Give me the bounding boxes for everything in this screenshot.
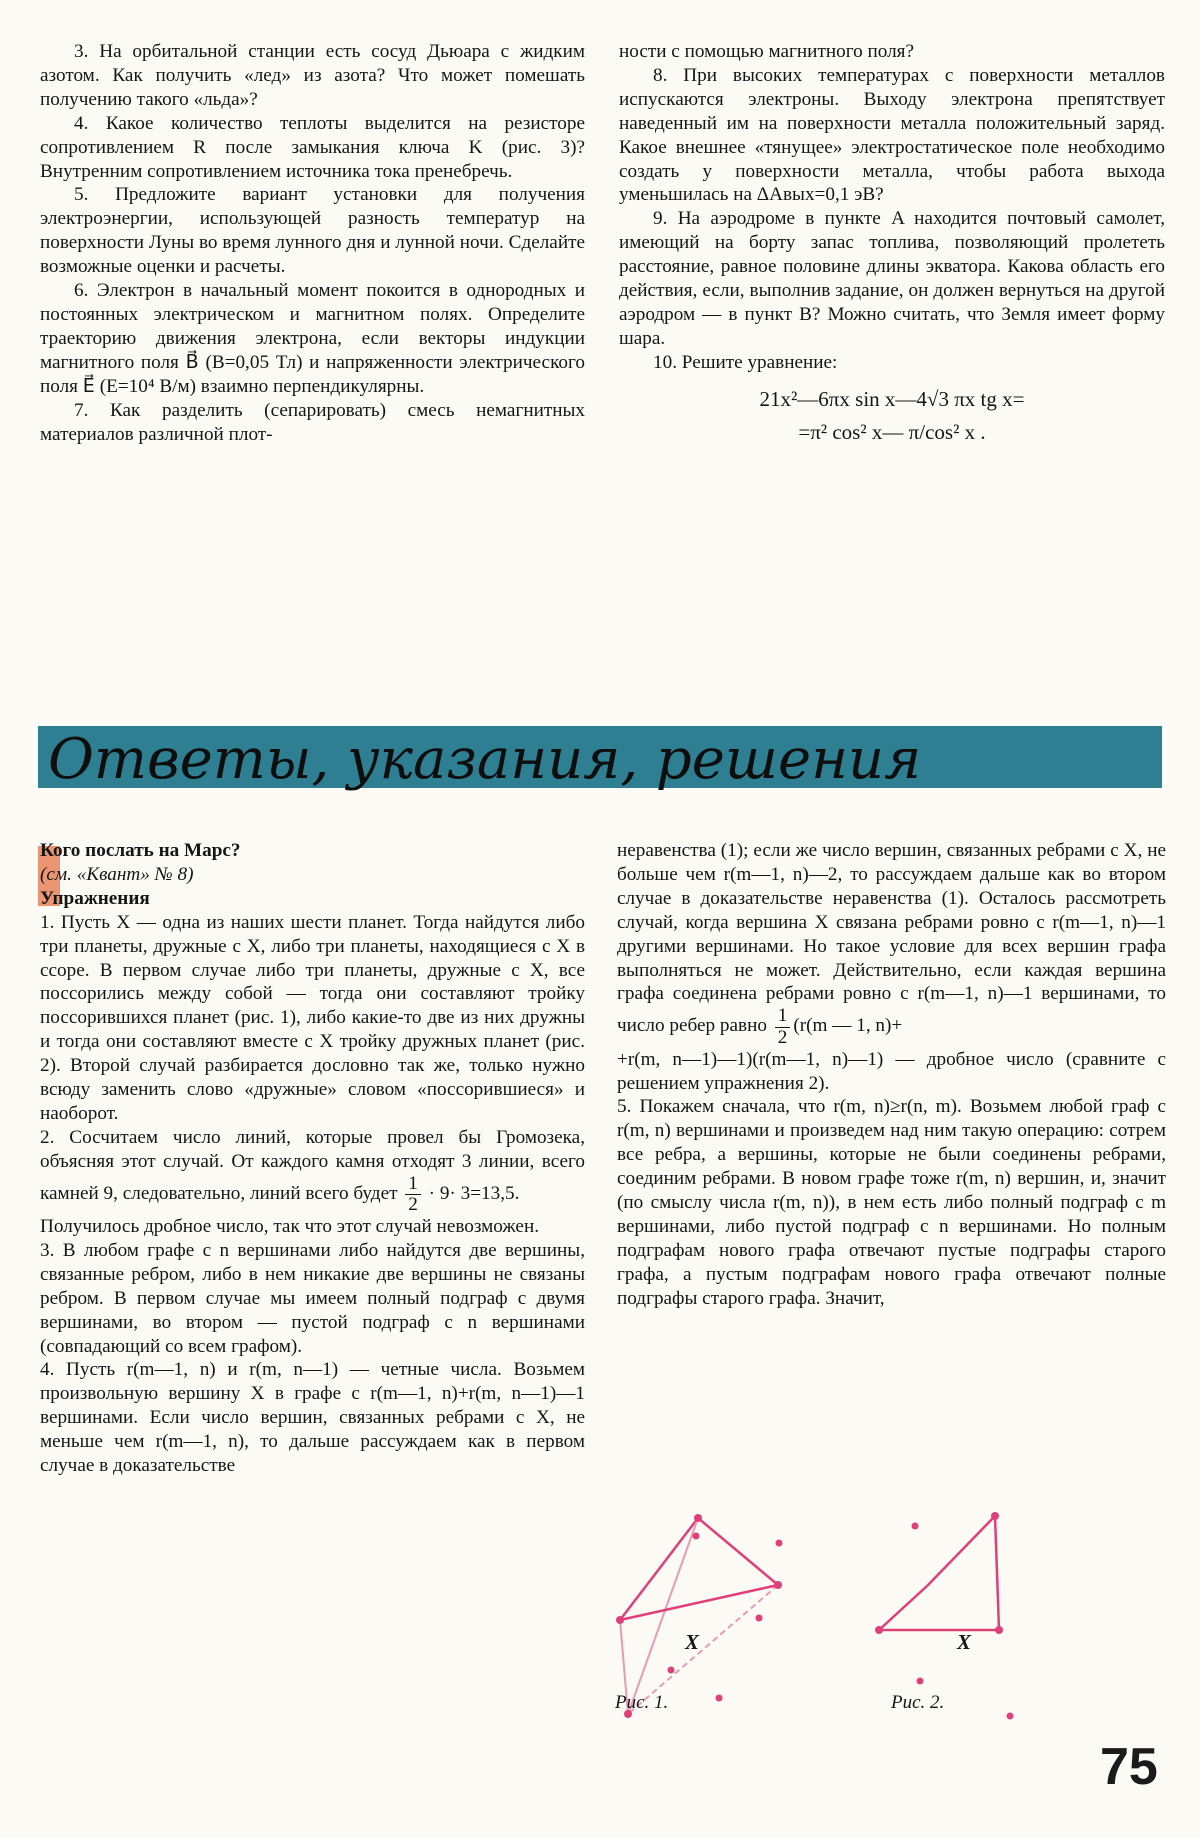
fig2-vertex [991, 1512, 999, 1520]
answer-4: 4. Пусть r(m—1, n) и r(m, n—1) — четные числа. Возьмем произвольную вершину X в графе с r(m—1, n)+r(m, n—1)—1 вершинами. Если число вершин, связанных ребрами с X, не меньше чем r(m—1, n), то дальше рассуждаем как в первом случае в доказательстве [40, 1359, 585, 1477]
problem-6: 6. Электрон в начальный момент покоится в однородных и постоянных электрическом и магнитном полях. Определите траекторию движения электрона, если векторы индукции магнитного поля B⃗ (B=0,05 Тл) и напряженности электрического поля E⃗ (E=10⁴ В/м) взаимно перпендикулярны. [40, 280, 585, 397]
equation-line-2: =π² cos² x— π/cos² x . [798, 419, 986, 444]
fig2-vertex [917, 1678, 924, 1685]
problem-4: 4. Какое количество теплоты выделится на резисторе сопротивлением R после замыкания ключа K (рис. 3)? Внутренним сопротивлением источника тока пренебречь. [40, 112, 585, 182]
fig1-edge [698, 1518, 778, 1585]
problem-5: 5. Предложите вариант установки для получения электроэнергии, использующей разность температур на поверхности Луны во время лунного дня и лунной ночи. Сделайте возможные оценки и расчеты. [40, 184, 585, 278]
fig1-vertex [693, 1533, 700, 1540]
fig1-vertex [756, 1615, 763, 1622]
problem-7: 7. Как разделить (сепарировать) смесь немагнитных материалов различной плот- [40, 399, 585, 445]
fig2-vertex [875, 1626, 883, 1634]
fig1-caption: Рис. 1. [615, 1692, 669, 1713]
fraction-denominator: 2 [777, 1026, 788, 1048]
fraction-numerator: 1 [775, 1006, 791, 1027]
section-heading: Упражнения [40, 887, 150, 909]
fig2-edge [995, 1516, 999, 1630]
fig1-vertex [774, 1581, 782, 1589]
fig1-vertex [616, 1616, 624, 1624]
fig1-vertex [716, 1695, 723, 1702]
section-banner [38, 708, 1162, 808]
page-number: 75 [1100, 1738, 1158, 1796]
answer-1: 1. Пусть X — одна из наших шести планет. Тогда найдутся либо три планеты, дружные с X, либо три планеты, находящиеся с X в ссоре. В первом случае либо три планеты, дружные с X, все поссорились между собой — тогда они составляют тройку поссорившихся планет (рис. 1), либо какие-то две из них дружны и тогда они составляют вместе с X тройку дружных планет (рис. 2). Второй случай разбирается дословно так же, только нужно всюду заменить слово «дружные» словом «поссорившиеся» и наоборот. [40, 911, 585, 1124]
article-reference: (см. «Квант» № 8) [40, 863, 194, 885]
answer-5: 5. Покажем сначала, что r(m, n)≥r(n, m). Возьмем любой граф с r(m, n) вершинами и произведем над ним такую операцию: сотрем все ребра, а вершины, которые не были соединены ребрами, соединим ребрами. В новом графе тоже r(m, n) вершин, и, значит (по смыслу числа r(m, n)), в нем есть либо полный подграф с m вершинами, либо пустой подграф с n вершинами. Но полным подграфам нового графа отвечают пустые подграфы старого графа, а пустым подграфам нового графа отвечают полные подграфы старого графа. Значит, [617, 1096, 1166, 1309]
fig1-vertex-label: X [685, 1630, 700, 1654]
answer-4-text: неравенства (1); если же число вершин, связанных ребрами с X, не больше чем r(m—1, n)—2, то рассуждаем дальше как во втором случае в доказательстве неравенства (1). Осталось рассмотреть случай, когда вершина X связана ребрами ровно с r(m—1, n)—1 другими вершинами. Но такое условие для всех вершин графа выполняться не может. Действительно, если каждая вершина графа соединена ребрами ровно с r(m—1, n)—1 вершинами, то число ребер равно [617, 840, 1166, 1037]
fig1-vertex [694, 1514, 702, 1522]
problem-3: 3. На орбитальной станции есть сосуд Дьюара с жидким азотом. Как получить «лед» из азота? Что может помешать получению такого «льда»? [40, 41, 585, 110]
fig2-vertex [912, 1523, 919, 1530]
top-right-column [619, 40, 1165, 449]
problem-7-continued: ности с помощью магнитного поля? [619, 41, 914, 62]
equation-line-1: 21x²—6πx sin x—4√3 πx tg x= [759, 386, 1025, 411]
graph-figures [615, 1398, 1035, 1728]
fig2-vertex-label: X [957, 1630, 972, 1654]
fig2-edge [879, 1586, 927, 1630]
problem-10: 10. Решите уравнение: [653, 351, 838, 373]
problem-9: 9. На аэродроме в пункте A находится почтовый самолет, имеющий на борту запас топлива, позволяющий пролететь расстояние, равное половине длины экватора. Какова область его действия, если, выполнив задание, он должен вернуться на другой аэродром — в пункт B? Можно считать, что Земля имеет форму шара. [619, 208, 1165, 349]
answer-2-conclusion: Получилось дробное число, так что этот случай невозможен. [40, 1216, 540, 1237]
answer-4-expression: (r(m — 1, n)+ [793, 1015, 903, 1037]
fraction-denominator: 2 [408, 1193, 418, 1215]
fig2-vertex [995, 1626, 1003, 1634]
fraction-numerator: 1 [405, 1174, 421, 1195]
fraction-one-half [775, 1006, 791, 1047]
fig2-caption: Рис. 2. [891, 1692, 945, 1713]
fig2-vertex [1007, 1713, 1014, 1720]
answer-2 [40, 1126, 585, 1215]
answer-2-result: · 9· 3=13,5. [428, 1182, 520, 1204]
article-title: Кого послать на Марс? [40, 840, 241, 861]
banner-title: Ответы, указания, решения [48, 727, 922, 792]
fraction-one-half [405, 1174, 421, 1215]
answer-4-continued [617, 839, 1166, 1048]
figure-2 [875, 1512, 1014, 1720]
fig1-vertex [776, 1540, 783, 1547]
problem-8: 8. При высоких температурах с поверхности металлов испускаются электроны. Выходу электрона препятствует наведенный им на поверхности металла положительный заряд. Какое внешнее «тянущее» электростатическое поле необходимо создать у поверхности металла, чтобы работа выхода уменьшилась на ΔAвых=0,1 эВ? [619, 64, 1165, 206]
bottom-left-column [40, 839, 585, 1478]
fig1-vertex [668, 1667, 675, 1674]
top-left-column [40, 40, 585, 446]
answer-3: 3. В любом графе с n вершинами либо найдутся две вершины, связанные ребром, либо в нем никакие две вершины не связаны ребром. В первом случае мы имеем полный подграф с двумя вершинами, во втором — пустой подграф с n вершинами (совпадающий со всем графом). [40, 1239, 585, 1357]
fig2-edge [927, 1516, 995, 1586]
answer-4-end: +r(m, n—1)—1)(r(m—1, n)—1) — дробное число (сравните с решением упражнения 2). [617, 1048, 1166, 1094]
answer-2-text: 2. Сосчитаем число линий, которые провел бы Громозека, объясняя этот случай. От каждого камня отходят 3 линии, всего камней 9, следовательно, линий всего будет [40, 1126, 585, 1204]
bottom-right-column [617, 839, 1166, 1311]
